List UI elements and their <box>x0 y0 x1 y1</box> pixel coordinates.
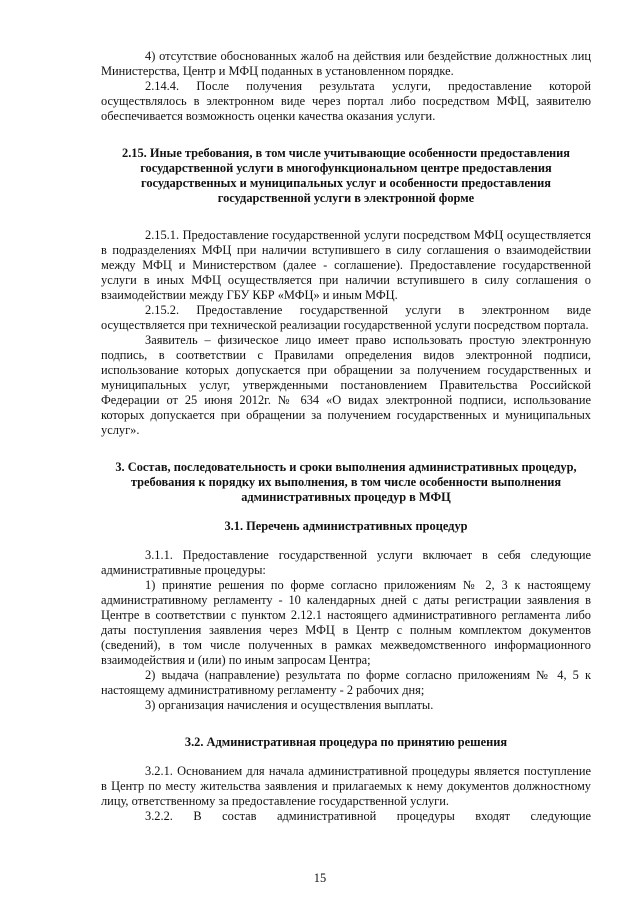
paragraph: 1) принятие решения по форме согласно приложениям № 2, 3 к настоящему административному регламенту - 10 календарных дней с даты регистрации заявления в Центре в соответствии с пунктом 2.12.1 настоящего административного регламента либо даты поступления заявления через МФЦ в Центр с полным комплектом документов (сведений), в том числе полученных в рамках межведомственного информационного взаимодействия и (или) по иным запросам Центра; <box>101 578 591 667</box>
spacer <box>101 438 591 460</box>
spacer <box>101 713 591 735</box>
spacer <box>101 124 591 146</box>
section-heading: 3.2. Административная процедура по принятию решения <box>184 735 508 749</box>
spacer <box>101 206 591 228</box>
section-heading: 3.1. Перечень административных процедур <box>224 519 468 533</box>
paragraph: 3) организация начисления и осуществления выплаты. <box>145 698 434 712</box>
document-body <box>101 49 591 824</box>
section-heading: 2.15. Иные требования, в том числе учитывающие особенности предоставления государственной услуги в многофункциональном центре предоставления государственных и муниципальных услуг и особенности предоставления государственной услуги в электронной форме <box>122 146 570 205</box>
paragraph: 2.15.1. Предоставление государственной услуги посредством МФЦ осуществляется в подразделениях МФЦ при наличии вступившего в силу соглашения о взаимодействии между МФЦ и Министерством (далее - соглашение). Предоставление государственной услуги в иных МФЦ осуществляется при наличии вступившего в силу соглашения о взаимодействии между ГБУ КБР «МФЦ» и иным МФЦ. <box>101 228 591 302</box>
spacer <box>101 750 591 764</box>
paragraph: 4) отсутствие обоснованных жалоб на действия или бездействие должностных лиц Министерства, Центр и МФЦ поданных в установленном порядке. <box>101 49 591 78</box>
paragraph: 2.15.2. Предоставление государственной услуги в электронном виде осуществляется при технической реализации государственной услуги посредством портала. <box>101 303 591 332</box>
paragraph: 2) выдача (направление) результата по форме согласно приложениям № 4, 5 к настоящему административному регламенту - 2 рабочих дня; <box>101 668 591 697</box>
page-number: 15 <box>313 871 327 885</box>
paragraph: 3.1.1. Предоставление государственной услуги включает в себя следующие административные процедуры: <box>101 548 591 577</box>
paragraph: 2.14.4. После получения результата услуги, предоставление которой осуществлялось в электронном виде через портал либо посредством МФЦ, заявителю обеспечивается возможность оценки качества оказания услуги. <box>101 79 591 123</box>
paragraph: 3.2.2. В состав административной процедуры входят следующие <box>145 809 591 823</box>
spacer <box>101 505 591 519</box>
paragraph: Заявитель – физическое лицо имеет право использовать простую электронную подпись, в соответствии с Правилами определения видов электронной подписи, использование которых допускается при обращении за получением государственных и муниципальных услуг, утвержденными постановлением Правительства Российской Федерации от 25 июня 2012г. № 634 «О видах электронной подписи, использование которых допускается при обращении за получением государственных и муниципальных услуг». <box>101 333 591 437</box>
spacer <box>101 534 591 548</box>
paragraph: 3.2.1. Основанием для начала административной процедуры является поступление в Центр по месту жительства заявления и прилагаемых к нему документов должностному лицу, ответственному за предоставление государственной услуги. <box>101 764 591 808</box>
section-heading: 3. Состав, последовательность и сроки выполнения административных процедур, требования к порядку их выполнения, в том числе особенности выполнения административных процедур в МФЦ <box>115 460 577 504</box>
